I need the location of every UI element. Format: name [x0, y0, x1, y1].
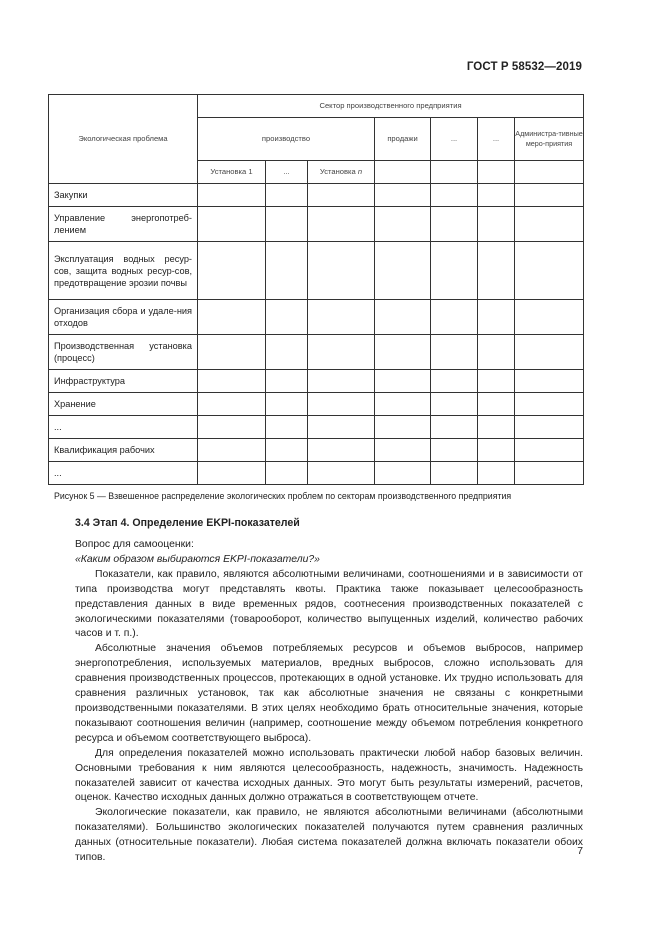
sector-distribution-table — [48, 94, 584, 485]
row-label: Организация сбора и удале-ния отходов — [49, 300, 198, 335]
header-sector: Сектор производственного предприятия — [198, 95, 584, 118]
row-label: ... — [49, 416, 198, 439]
row-label: Производственная установка (процесс) — [49, 335, 198, 370]
header-production: производство — [198, 118, 375, 161]
subheader-unit-n: Установка n — [308, 161, 375, 184]
header-ellipsis: ... — [431, 118, 478, 161]
paragraph: Абсолютные значения объемов потребляемых ресурсов и объемов выбросов, например энергопотребления, используемых материалов, вредных выбросов, сложно использовать для сравнения производственных процессов, протекающих в одной установке. Их трудно использовать для сравнения различных установок, так как абсолютные значения не связаны с конкретными производственными показателями. В этих целях необходимо брать относительные значения, которые показывают соотношения величин (например, соотношение между объемом потребления конкретного ресурса и объемом соответствующего выброса). — [75, 643, 583, 744]
row-label: Хранение — [49, 393, 198, 416]
page-number: 7 — [577, 846, 583, 857]
table-row — [49, 300, 584, 335]
row-label: Квалификация рабочих — [49, 439, 198, 462]
row-label: Закупки — [49, 184, 198, 207]
body-text — [75, 538, 583, 866]
table-row — [49, 242, 584, 300]
header-problem: Экологическая проблема — [49, 95, 198, 184]
table-row — [49, 416, 584, 439]
section-heading: 3.4 Этап 4. Определение EKPI-показателей — [75, 517, 300, 529]
header-sales: продажи — [375, 118, 431, 161]
standard-code: ГОСТ Р 58532—2019 — [466, 61, 582, 73]
paragraph: Для определения показателей можно использовать практически любой набор базовых величин. Основными требования к ним являются целесообразность, надежность, значимость. Надежность показателей зависит от качества исходных данных. Это могут быть результаты измерений, расчетов, оценок. Качество исходных данных должно отражаться в соответствующем отчете. — [75, 747, 583, 804]
row-label: Инфраструктура — [49, 370, 198, 393]
paragraph: Показатели, как правило, являются абсолютными величинами, соотношениями и в зависимости от типа производства могут представлять квоты. Практика также показывает целесообразность представления данных в виде временных рядов, соотнесения производственных показателей с экологическими показателями (товарооборот, количество выпущенных изделий, количество рабочих часов и т. п.). — [75, 568, 583, 640]
row-label: ... — [49, 462, 198, 485]
table-row — [49, 207, 584, 242]
table-row — [49, 393, 584, 416]
question-label: Вопрос для самооценки: — [75, 539, 194, 550]
table-row — [49, 370, 584, 393]
table-row — [49, 462, 584, 485]
question-text: «Каким образом выбираются EKPI-показатели?» — [75, 553, 320, 565]
table-row — [49, 335, 584, 370]
header-ellipsis: ... — [478, 118, 515, 161]
subheader-unit-1: Установка 1 — [198, 161, 266, 184]
row-label: Эксплуатация водных ресур-сов, защита водных ресур-сов, предотвращение эрозии почвы — [49, 242, 198, 300]
figure-caption: Рисунок 5 — Взвешенное распределение экологических проблем по секторам производственного предприятия — [54, 491, 512, 501]
paragraph: Экологические показатели, как правило, не являются абсолютными величинами (абсолютными показателями). Большинство экологических показателей получаются путем сравнения различных данных (относительные показатели). Любая система показателей должна включать показатели обоих типов. — [75, 807, 583, 864]
table-row — [49, 184, 584, 207]
row-label: Управление энергопотреб-лением — [49, 207, 198, 242]
subheader-ellipsis: ... — [266, 161, 308, 184]
header-admin: Администра-тивные меро-приятия — [515, 118, 584, 161]
table-row — [49, 439, 584, 462]
